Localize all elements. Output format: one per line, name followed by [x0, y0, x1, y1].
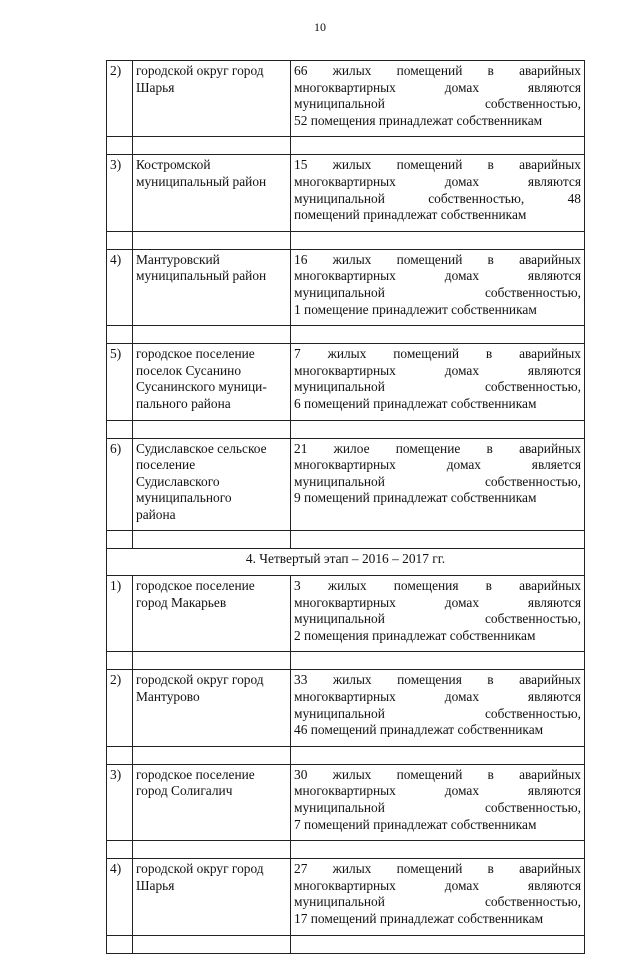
spacer-cell [133, 531, 291, 549]
housing-description [291, 155, 585, 231]
municipality-name-line: городской округ город [136, 672, 264, 688]
spacer-cell [107, 841, 133, 859]
housing-description-line: 15 жилых помещений в аварийных [294, 157, 581, 173]
municipality-name-line: Мантуровский [136, 251, 220, 267]
housing-description [291, 249, 585, 325]
municipality-name-line: пального района [136, 395, 231, 411]
housing-description-line: муниципальной собственностью, [294, 473, 581, 489]
stage-heading-section [107, 549, 585, 576]
table-row [107, 576, 585, 652]
municipality-name [133, 155, 291, 231]
housing-description-line: многоквартирных домах являются [294, 689, 581, 705]
municipality-name-line: Шарья [136, 877, 175, 893]
spacer-cell [291, 420, 585, 438]
row-spacer [107, 231, 585, 249]
municipality-name [133, 670, 291, 746]
row-number: 5) [107, 344, 133, 420]
row-number: 3) [107, 155, 133, 231]
spacer-cell [133, 231, 291, 249]
spacer-cell [291, 746, 585, 764]
housing-description [291, 670, 585, 746]
row-number: 6) [107, 438, 133, 531]
spacer-cell [133, 137, 291, 155]
housing-description-line: 46 помещений принадлежат собственникам [294, 722, 544, 738]
housing-description-line: 27 жилых помещений в аварийных [294, 861, 581, 877]
housing-description-line: 52 помещения принадлежат собственникам [294, 112, 543, 128]
spacer-cell [107, 652, 133, 670]
housing-description-line: 9 помещений принадлежат собственникам [294, 490, 537, 506]
row-spacer [107, 137, 585, 155]
municipality-name [133, 344, 291, 420]
housing-description-line: муниципальной собственностью, [294, 284, 581, 300]
row-number: 1) [107, 576, 133, 652]
table-row [107, 670, 585, 746]
row-number: 3) [107, 764, 133, 840]
housing-description-line: многоквартирных домах являются [294, 877, 581, 893]
housing-description-line: многоквартирных домах являются [294, 79, 581, 95]
housing-description-line: 33 жилых помещения в аварийных [294, 672, 581, 688]
housing-description [291, 764, 585, 840]
housing-description [291, 61, 585, 137]
housing-description-line: муниципальной собственностью, [294, 379, 581, 395]
municipalities-table [106, 60, 585, 954]
municipality-name [133, 859, 291, 935]
housing-description [291, 576, 585, 652]
table-body-stage-4 [107, 576, 585, 954]
spacer-cell [107, 935, 133, 953]
municipality-name-line: муниципальный район [136, 173, 267, 189]
housing-description-line: 7 помещений принадлежат собственникам [294, 816, 537, 832]
housing-description-line: муниципальной собственностью, [294, 611, 581, 627]
housing-description-line: 30 жилых помещений в аварийных [294, 766, 581, 782]
spacer-cell [107, 326, 133, 344]
housing-description-line: 21 жилое помещение в аварийных [294, 440, 581, 456]
municipality-name-line: муниципального [136, 490, 232, 506]
housing-description-line: 1 помещение принадлежит собственникам [294, 301, 537, 317]
municipality-name-line: город Макарьев [136, 594, 227, 610]
housing-description-line: многоквартирных домах являются [294, 268, 581, 284]
municipality-name [133, 576, 291, 652]
table-row [107, 438, 585, 531]
spacer-cell [133, 935, 291, 953]
housing-description-line: муниципальной собственностью, [294, 800, 581, 815]
municipality-name [133, 249, 291, 325]
row-spacer [107, 420, 585, 438]
row-spacer [107, 841, 585, 859]
housing-description-line: многоквартирных домах являются [294, 783, 581, 799]
housing-description-line: 2 помещения принадлежат собственникам [294, 627, 536, 643]
municipality-name-line: городское поселение [136, 346, 255, 362]
housing-description-line: муниципальной собственностью, [294, 705, 581, 721]
housing-description [291, 438, 585, 531]
municipality-name-line: Судиславского [136, 473, 220, 489]
municipality-name-line: поселение [136, 457, 196, 473]
municipality-name-line: муниципальный район [136, 268, 267, 284]
municipality-name-line: городской округ город [136, 861, 264, 877]
table-row [107, 859, 585, 935]
municipality-name-line: городской округ город [136, 63, 264, 78]
table-row [107, 61, 585, 137]
spacer-cell [291, 935, 585, 953]
municipality-name-line: Судиславское сельское [136, 440, 267, 456]
table-row [107, 155, 585, 231]
municipality-name-line: городское поселение [136, 578, 255, 594]
stage-heading: 4. Четвертый этап – 2016 – 2017 гг. [107, 549, 585, 576]
stage-heading-row [107, 549, 585, 576]
municipality-name-line: поселок Сусанино [136, 362, 242, 378]
municipality-name-line: Мантурово [136, 689, 200, 705]
municipality-name [133, 764, 291, 840]
housing-description [291, 344, 585, 420]
spacer-cell [133, 326, 291, 344]
municipality-name-line: Костромской [136, 157, 211, 173]
municipality-name-line: городское поселение [136, 766, 255, 782]
row-number: 4) [107, 859, 133, 935]
row-spacer [107, 326, 585, 344]
housing-description-line: 6 помещений принадлежат собственникам [294, 395, 537, 411]
housing-description [291, 859, 585, 935]
spacer-cell [291, 326, 585, 344]
spacer-cell [133, 841, 291, 859]
spacer-cell [107, 231, 133, 249]
row-number: 2) [107, 670, 133, 746]
municipality-name [133, 61, 291, 137]
spacer-cell [133, 420, 291, 438]
spacer-cell [291, 841, 585, 859]
spacer-cell [291, 137, 585, 155]
municipality-name-line: Сусанинского муници- [136, 379, 267, 395]
spacer-cell [107, 137, 133, 155]
row-spacer [107, 652, 585, 670]
housing-description-line: многоквартирных домах являются [294, 362, 581, 378]
spacer-cell [133, 746, 291, 764]
housing-description-line: многоквартирных домах является [294, 457, 581, 473]
table-row [107, 344, 585, 420]
spacer-cell [291, 652, 585, 670]
spacer-cell [107, 420, 133, 438]
spacer-cell [133, 652, 291, 670]
housing-description-line: 66 жилых помещений в аварийных [294, 63, 581, 78]
housing-description-line: многоквартирных домах являются [294, 594, 581, 610]
row-spacer [107, 746, 585, 764]
municipality-name-line: город Солигалич [136, 783, 233, 799]
housing-description-line: муниципальной собственностью, [294, 96, 581, 112]
housing-description-line: 17 помещений принадлежат собственникам [294, 910, 544, 926]
spacer-cell [291, 531, 585, 549]
housing-description-line: муниципальной собственностью, [294, 894, 581, 910]
row-number: 4) [107, 249, 133, 325]
municipality-name [133, 438, 291, 531]
spacer-cell [107, 746, 133, 764]
housing-description-line: 16 жилых помещений в аварийных [294, 251, 581, 267]
table-body-stage-3 [107, 61, 585, 549]
housing-description-line: помещений принадлежат собственникам [294, 207, 527, 223]
municipality-name-line: Шарья [136, 79, 175, 95]
spacer-cell [291, 231, 585, 249]
table-row [107, 249, 585, 325]
housing-description-line: 3 жилых помещения в аварийных [294, 578, 581, 594]
spacer-cell [107, 531, 133, 549]
housing-description-line: многоквартирных домах являются [294, 173, 581, 189]
page-number: 10 [314, 20, 326, 34]
municipality-name-line: района [136, 506, 176, 522]
table-row [107, 764, 585, 840]
housing-description-line: 7 жилых помещений в аварийных [294, 346, 581, 362]
row-number: 2) [107, 61, 133, 137]
row-spacer [107, 531, 585, 549]
row-spacer [107, 935, 585, 953]
housing-description-line: муниципальной собственностью, 48 [294, 190, 581, 206]
